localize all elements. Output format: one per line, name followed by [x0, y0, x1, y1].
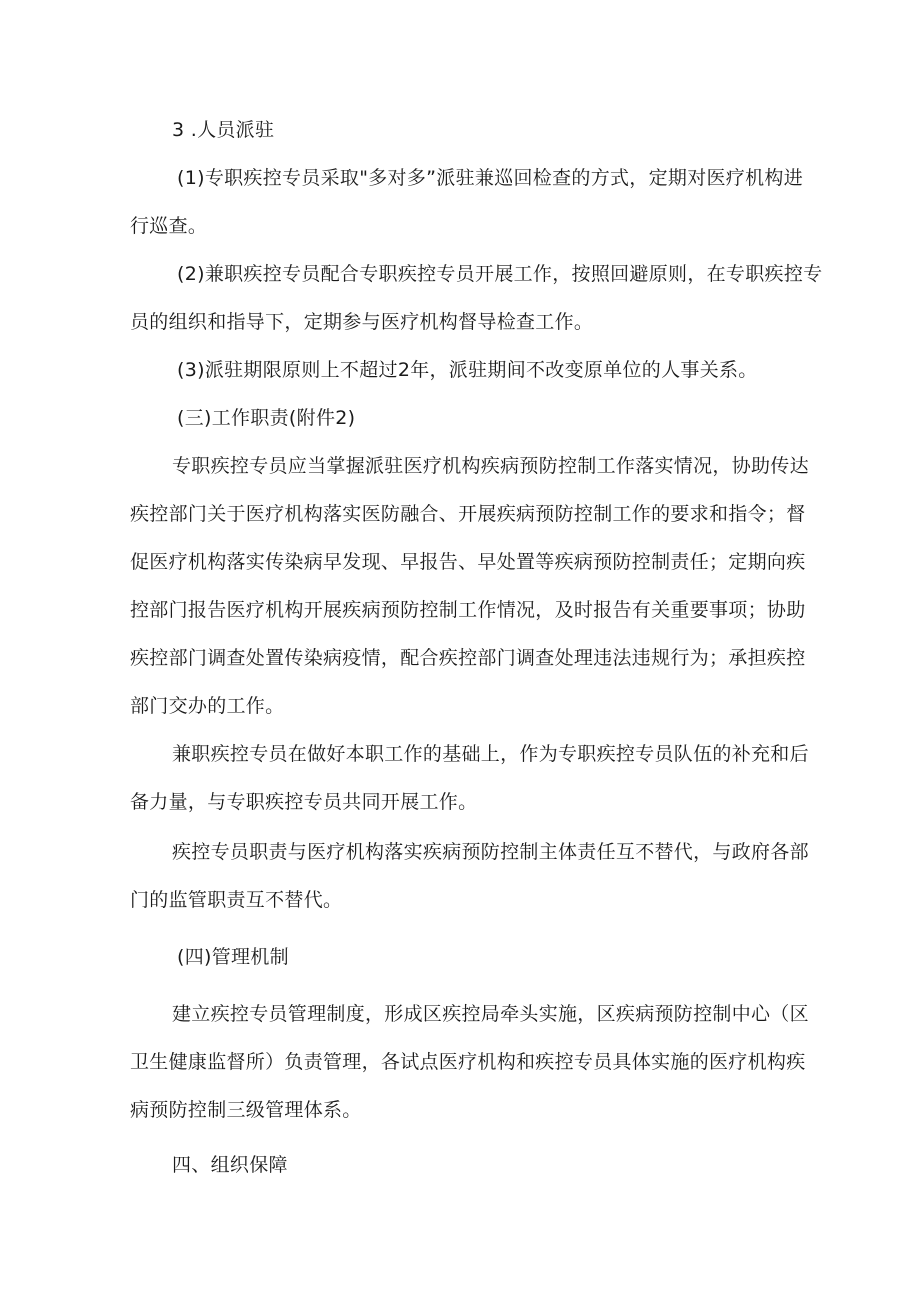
duties-para-1-line-4: 控部门报告医疗机构开展疾病预防控制工作情况，及时报告有关重要事项；协助	[130, 599, 806, 621]
duties-para-3-line-1: 疾控专员职责与医疗机构落实疾病预防控制主体责任互不替代，与政府各部	[172, 841, 809, 863]
section-four-heading: (四)管理机制	[177, 946, 289, 968]
item-3-line-1: (3)派驻期限原则上不超过2年，派驻期间不改变原单位的人事关系。	[177, 359, 758, 381]
item-1-line-2: 行巡查。	[130, 215, 208, 237]
section-3-heading: 3 .人员派驻	[172, 119, 275, 141]
section-three-heading: (三)工作职责(附件2)	[177, 407, 356, 429]
part-four-heading: 四、组织保障	[172, 1154, 288, 1176]
mgmt-para-line-1: 建立疾控专员管理制度，形成区疾控局牵头实施，区疾病预防控制中心（区	[172, 1003, 809, 1025]
duties-para-1-line-3: 促医疗机构落实传染病早发现、早报告、早处置等疾病预防控制责任；定期向疾	[130, 551, 806, 573]
mgmt-para-line-3: 病预防控制三级管理体系。	[130, 1099, 362, 1121]
duties-para-1-line-5: 疾控部门调查处置传染病疫情，配合疾控部门调查处理违法违规行为；承担疾控	[130, 647, 806, 669]
item-2-line-1: (2)兼职疾控专员配合专职疾控专员开展工作，按照回避原则，在专职疾控专	[177, 263, 823, 285]
duties-para-1-line-1: 专职疾控专员应当掌握派驻医疗机构疾病预防控制工作落实情况，协助传达	[172, 455, 809, 477]
item-2-line-2: 员的组织和指导下，定期参与医疗机构督导检查工作。	[130, 311, 594, 333]
duties-para-2-line-1: 兼职疾控专员在做好本职工作的基础上，作为专职疾控专员队伍的补充和后	[172, 743, 809, 765]
duties-para-2-line-2: 备力量，与专职疾控专员共同开展工作。	[130, 791, 478, 813]
item-1-line-1: (1)专职疾控专员采取"多对多”派驻兼巡回检查的方式，定期对医疗机构进	[177, 167, 803, 189]
duties-para-1-line-2: 疾控部门关于医疗机构落实医防融合、开展疾病预防控制工作的要求和指令；督	[130, 503, 806, 525]
mgmt-para-line-2: 卫生健康监督所）负责管理，各试点医疗机构和疾控专员具体实施的医疗机构疾	[130, 1051, 806, 1073]
duties-para-1-line-6: 部门交办的工作。	[130, 695, 285, 717]
duties-para-3-line-2: 门的监管职责互不替代。	[130, 889, 343, 911]
